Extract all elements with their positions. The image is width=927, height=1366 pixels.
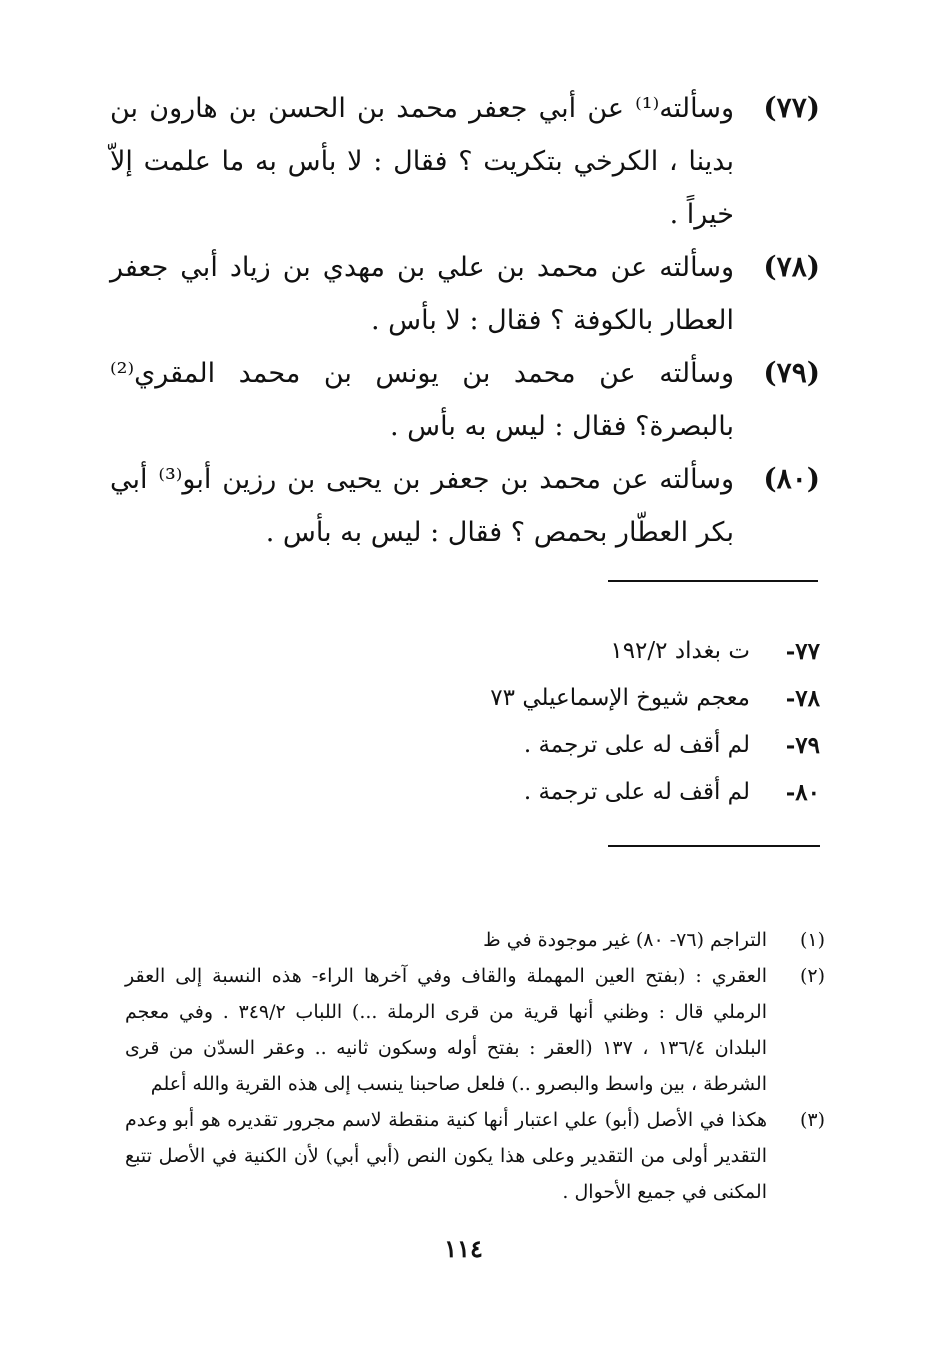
entry-80: [110, 453, 820, 559]
source-number: ٧٨-: [785, 685, 820, 712]
footnote-text: التراجم (٧٦- ٨٠) غير موجودة في ظ: [483, 929, 767, 951]
source-text: ت بغداد ١٩٢/٢: [610, 638, 750, 664]
source-text: معجم شيوخ الإسماعيلي ٧٣: [490, 685, 750, 711]
footnote-number: (٣): [799, 1109, 825, 1131]
footnote-1: [125, 922, 825, 958]
source-item: [300, 769, 820, 816]
entry-77: [110, 82, 820, 241]
entries-section: [110, 82, 820, 559]
source-text: لم أقف له على ترجمة .: [523, 732, 750, 758]
footnotes-section: [125, 922, 825, 1210]
entry-text: وسألته عن محمد بن علي بن مهدي بن زياد أبي جعفر العطار بالكوفة ؟ فقال : لا بأس .: [110, 252, 734, 336]
entry-number: (٨٠): [763, 462, 820, 495]
footnote-text: هكذا في الأصل (أبو) علي اعتبار أنها كنية منقطة لاسم مجرور تقديره هو أبو وعدم التقدير أولى من التقدير وعلى هذا يكون النص (أبي أبي) لأن الكنية في الأصل تتبع المكنى في جميع الأحوال .: [125, 1109, 767, 1203]
entry-number: (٧٨): [763, 250, 820, 283]
divider-line-top: [608, 580, 818, 582]
source-number: ٧٩-: [785, 732, 820, 759]
footnote-2: [125, 958, 825, 1102]
footnote-text: العقري : (بفتح العين المهملة والقاف وفي آخرها الراء- هذه النسبة إلى العقر الرملي قال : وظني أنها قرية من قرى الرملة ...) اللباب ٣٤٩/٢ . وفي معجم البلدان ١٣٦/٤ ، ١٣٧ (العقر : بفتح أوله وسكون ثانيه .. وعقر السدّن من قرى الشرطة ، بين واسط والبصرو ..) فلعل صاحبنا ينسب إلى هذه القرية والله أعلم: [125, 965, 767, 1095]
entry-text: وسألته عن محمد بن جعفر بن يحيى بن رزين أبو⁽³⁾ أبي بكر العطّار بحمص ؟ فقال : ليس به بأس .: [110, 464, 734, 548]
source-item: [300, 722, 820, 769]
entry-number: (٧٧): [763, 91, 820, 124]
entry-79: [110, 347, 820, 453]
footnote-3: [125, 1102, 825, 1210]
entry-text: وسألته عن محمد بن يونس بن محمد المقري⁽²⁾ بالبصرة؟ فقال : ليس به بأس .: [110, 358, 734, 442]
source-item: [300, 675, 820, 722]
page-number: ١١٤: [444, 1234, 483, 1263]
sources-section: [300, 628, 820, 816]
source-item: [300, 628, 820, 675]
source-number: ٨٠-: [785, 779, 820, 806]
footnote-number: (١): [799, 929, 825, 951]
entry-78: [110, 241, 820, 347]
footnote-number: (٢): [799, 965, 825, 987]
source-text: لم أقف له على ترجمة .: [523, 779, 750, 805]
source-number: ٧٧-: [785, 638, 820, 665]
entry-number: (٧٩): [763, 356, 820, 389]
divider-line-bottom: [608, 845, 820, 847]
entry-text: وسألته⁽¹⁾ عن أبي جعفر محمد بن الحسن بن هارون بن بدينا ، الكرخي بتكريت ؟ فقال : لا بأس به ما علمت إلاّ خيراً .: [110, 93, 734, 230]
